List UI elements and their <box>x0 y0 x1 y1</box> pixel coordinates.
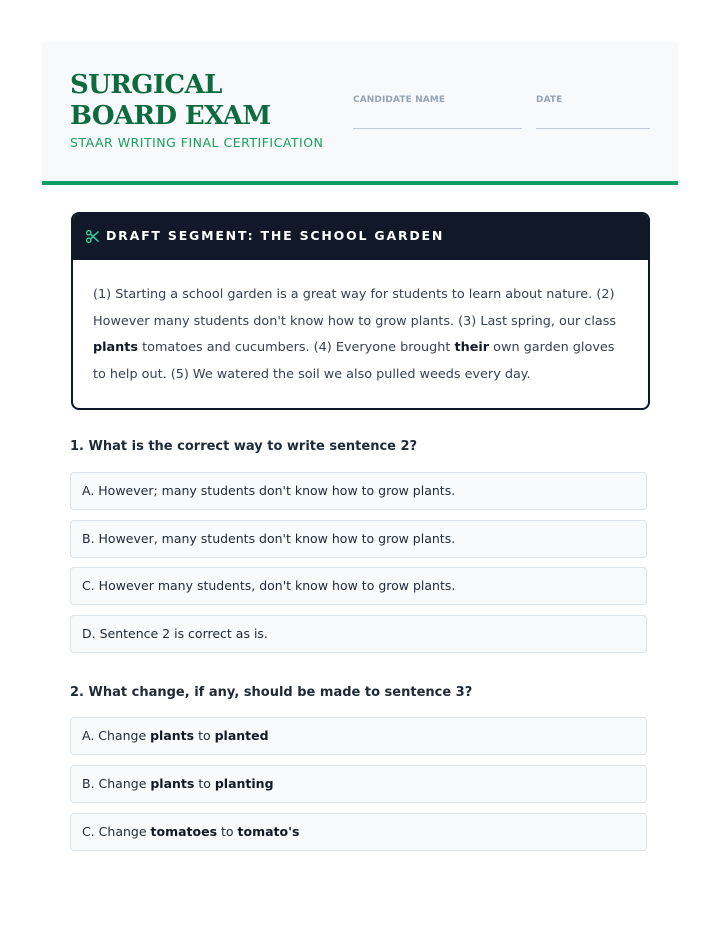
draft-segment-header <box>73 214 648 260</box>
candidate-name-field[interactable] <box>353 128 522 129</box>
question-1-option-d[interactable]: D. Sentence 2 is correct as is. <box>70 615 647 653</box>
question-1-option-c[interactable]: C. However many students, don't know how to grow plants. <box>70 567 647 605</box>
question-2-prompt: 2. What change, if any, should be made to sentence 3? <box>70 685 473 700</box>
date-label: DATE <box>536 95 563 105</box>
scissors-icon <box>85 229 100 244</box>
question-2-option-a[interactable]: A. Change plants to planted <box>70 717 647 755</box>
exam-header <box>42 42 678 185</box>
emphasis-word: their <box>454 340 490 355</box>
question-2-option-b[interactable]: B. Change plants to planting <box>70 765 647 803</box>
draft-passage: (1) Starting a school garden is a great way for students to learn about nature. (2) However many students don't know how to grow plants. (3) Last spring, our class plants tomatoes and cucumbers. (4) Everyone brought their own garden gloves to help out. (5) We watered the soil we also pulled weeds every day. <box>93 287 617 382</box>
question-1-option-a[interactable]: A. However; many students don't know how to grow plants. <box>70 472 647 510</box>
exam-subtitle: STAAR WRITING FINAL CERTIFICATION <box>70 135 324 150</box>
draft-segment-title: DRAFT SEGMENT: THE SCHOOL GARDEN <box>106 228 445 243</box>
exam-title: SURGICAL BOARD EXAM <box>70 70 271 131</box>
draft-segment-card <box>71 212 650 410</box>
date-field[interactable] <box>536 128 650 129</box>
question-1-option-b[interactable]: B. However, many students don't know how to grow plants. <box>70 520 647 558</box>
question-1-prompt: 1. What is the correct way to write sentence 2? <box>70 439 418 454</box>
question-2-option-c[interactable]: C. Change tomatoes to tomato's <box>70 813 647 851</box>
candidate-name-label: CANDIDATE NAME <box>353 95 446 105</box>
emphasis-word: plants <box>93 340 139 355</box>
